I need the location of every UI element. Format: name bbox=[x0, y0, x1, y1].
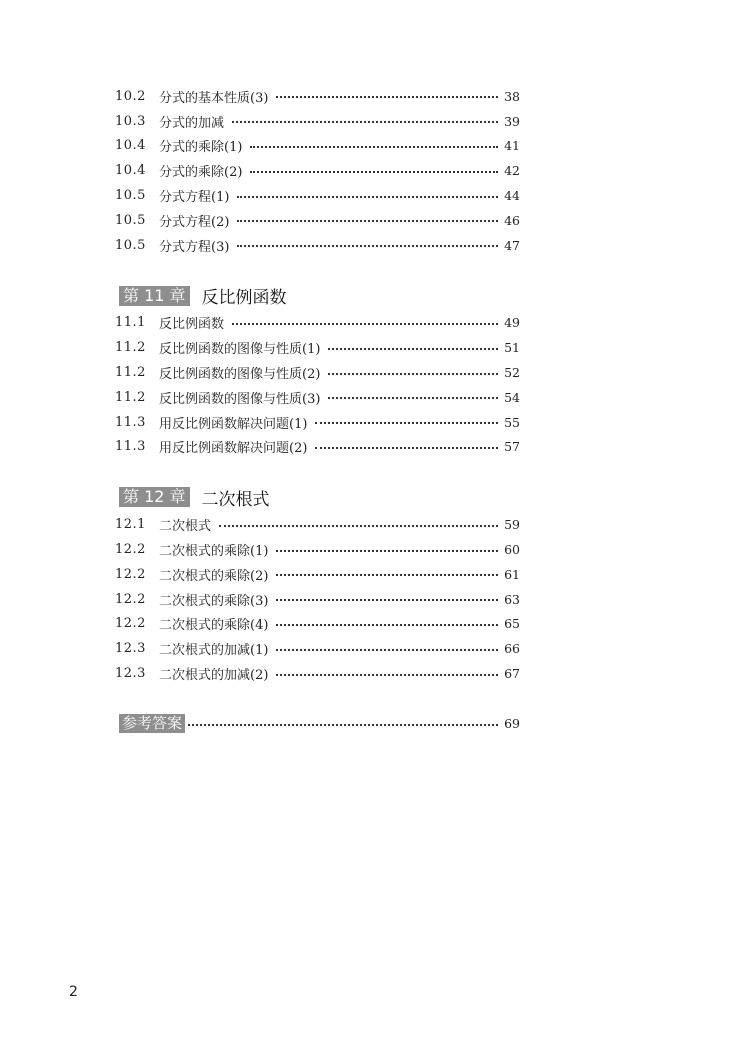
leader-dots bbox=[237, 245, 498, 247]
entry-title: 反比例函数的图像与性质(1) bbox=[159, 342, 321, 358]
entry-number: 10.4 bbox=[115, 163, 146, 179]
table-of-contents bbox=[115, 84, 520, 737]
leader-dots bbox=[328, 348, 498, 350]
entry-page: 39 bbox=[504, 113, 520, 129]
entry-page: 42 bbox=[504, 163, 520, 179]
entry-page: 60 bbox=[504, 542, 520, 558]
entry-number: 10.3 bbox=[115, 113, 146, 129]
toc-entry[interactable] bbox=[115, 512, 520, 537]
entry-page: 54 bbox=[504, 389, 520, 405]
entry-page: 66 bbox=[504, 641, 520, 657]
leader-dots bbox=[232, 121, 498, 123]
entry-number: 10.2 bbox=[115, 88, 146, 104]
entry-number: 10.5 bbox=[115, 188, 146, 204]
toc-entry[interactable] bbox=[115, 435, 520, 460]
entry-title: 反比例函数的图像与性质(3) bbox=[159, 391, 321, 407]
entry-title: 反比例函数 bbox=[159, 317, 225, 333]
entry-page: 46 bbox=[504, 212, 520, 228]
toc-entry[interactable] bbox=[115, 109, 520, 134]
toc-entry[interactable] bbox=[115, 661, 520, 686]
entry-title: 二次根式的乘除(2) bbox=[159, 568, 269, 584]
entry-page: 67 bbox=[504, 666, 520, 682]
toc-entry[interactable] bbox=[115, 233, 520, 258]
toc-entry[interactable] bbox=[115, 385, 520, 410]
toc-entry[interactable] bbox=[115, 84, 520, 109]
entry-title: 分式的加减 bbox=[159, 115, 225, 131]
entry-number: 12.2 bbox=[115, 542, 146, 558]
leader-dots bbox=[276, 649, 498, 651]
leader-dots bbox=[250, 171, 498, 173]
leader-dots bbox=[232, 323, 498, 325]
toc-entry[interactable] bbox=[115, 311, 520, 336]
toc-entry[interactable] bbox=[115, 587, 520, 612]
toc-section-chapter-11 bbox=[115, 283, 520, 460]
entry-title: 二次根式的乘除(4) bbox=[159, 618, 269, 634]
entry-number: 11.3 bbox=[115, 439, 146, 455]
toc-section-chapter-10 bbox=[115, 84, 520, 258]
entry-title: 二次根式 bbox=[159, 519, 212, 535]
entry-title: 分式的乘除(2) bbox=[159, 165, 243, 181]
page-number: 2 bbox=[69, 984, 78, 1000]
entry-page: 69 bbox=[504, 716, 520, 732]
entry-number: 12.2 bbox=[115, 566, 146, 582]
entry-number: 11.2 bbox=[115, 340, 146, 356]
leader-dots bbox=[328, 397, 498, 399]
entry-number: 10.5 bbox=[115, 212, 146, 228]
leader-dots bbox=[276, 550, 498, 552]
entry-page: 51 bbox=[504, 340, 520, 356]
toc-entry[interactable] bbox=[115, 360, 520, 385]
entry-title: 反比例函数的图像与性质(2) bbox=[159, 367, 321, 383]
entry-page: 63 bbox=[504, 591, 520, 607]
leader-dots bbox=[237, 196, 498, 198]
toc-entry[interactable] bbox=[115, 335, 520, 360]
entry-page: 44 bbox=[504, 188, 520, 204]
entry-number: 12.3 bbox=[115, 666, 146, 682]
toc-entry[interactable] bbox=[115, 158, 520, 183]
entry-title: 分式方程(2) bbox=[159, 214, 230, 230]
toc-section-chapter-12 bbox=[115, 484, 520, 686]
entry-number: 12.1 bbox=[115, 517, 146, 533]
entry-number: 12.3 bbox=[115, 641, 146, 657]
leader-dots bbox=[219, 525, 498, 527]
entry-title: 分式的乘除(1) bbox=[159, 140, 243, 156]
entry-page: 41 bbox=[504, 138, 520, 154]
entry-page: 61 bbox=[504, 566, 520, 582]
leader-dots bbox=[276, 674, 498, 676]
entry-title: 二次根式的加减(1) bbox=[159, 643, 269, 659]
entry-number: 12.2 bbox=[115, 591, 146, 607]
entry-number: 12.2 bbox=[115, 616, 146, 632]
toc-entry[interactable] bbox=[115, 537, 520, 562]
entry-title: 用反比例函数解决问题(1) bbox=[159, 416, 308, 432]
entry-title: 二次根式的乘除(1) bbox=[159, 544, 269, 560]
entry-title: 分式方程(3) bbox=[159, 239, 230, 255]
entry-number: 10.4 bbox=[115, 138, 146, 154]
leader-dots bbox=[276, 96, 498, 98]
toc-entry[interactable] bbox=[115, 208, 520, 233]
leader-dots bbox=[276, 574, 498, 576]
chapter-badge: 第 11 章 bbox=[119, 286, 190, 306]
toc-entry[interactable] bbox=[115, 612, 520, 637]
toc-entry[interactable] bbox=[115, 636, 520, 661]
toc-entry[interactable] bbox=[115, 134, 520, 159]
entry-page: 57 bbox=[504, 439, 520, 455]
leader-dots bbox=[276, 599, 498, 601]
entry-title: 分式方程(1) bbox=[159, 190, 230, 206]
entry-number: 11.2 bbox=[115, 365, 146, 381]
leader-dots bbox=[188, 724, 498, 726]
leader-dots bbox=[237, 220, 498, 222]
toc-entry-answers[interactable] bbox=[115, 711, 520, 737]
entry-number: 10.5 bbox=[115, 237, 146, 253]
entry-title: 用反比例函数解决问题(2) bbox=[159, 441, 308, 457]
entry-page: 49 bbox=[504, 315, 520, 331]
toc-entry[interactable] bbox=[115, 562, 520, 587]
leader-dots bbox=[315, 422, 498, 424]
entry-page: 65 bbox=[504, 616, 520, 632]
leader-dots bbox=[250, 146, 498, 148]
toc-entry[interactable] bbox=[115, 410, 520, 435]
entry-number: 11.1 bbox=[115, 315, 146, 331]
entry-page: 59 bbox=[504, 517, 520, 533]
chapter-badge: 第 12 章 bbox=[119, 487, 190, 507]
entry-title: 二次根式的加减(2) bbox=[159, 668, 269, 684]
entry-page: 47 bbox=[504, 237, 520, 253]
entry-title: 分式的基本性质(3) bbox=[159, 90, 269, 106]
toc-entry[interactable] bbox=[115, 183, 520, 208]
chapter-title: 二次根式 bbox=[201, 489, 270, 510]
leader-dots bbox=[276, 624, 498, 626]
entry-number: 11.3 bbox=[115, 414, 146, 430]
toc-section-answers bbox=[115, 711, 520, 737]
leader-dots bbox=[328, 373, 498, 375]
chapter-heading[interactable] bbox=[115, 484, 520, 510]
chapter-heading[interactable] bbox=[115, 283, 520, 309]
entry-page: 38 bbox=[504, 88, 520, 104]
entry-page: 52 bbox=[504, 365, 520, 381]
chapter-title: 反比例函数 bbox=[201, 288, 287, 309]
entry-page: 55 bbox=[504, 414, 520, 430]
entry-title: 二次根式的乘除(3) bbox=[159, 593, 269, 609]
leader-dots bbox=[315, 447, 498, 449]
entry-number: 11.2 bbox=[115, 389, 146, 405]
answers-badge: 参考答案 bbox=[119, 714, 185, 733]
